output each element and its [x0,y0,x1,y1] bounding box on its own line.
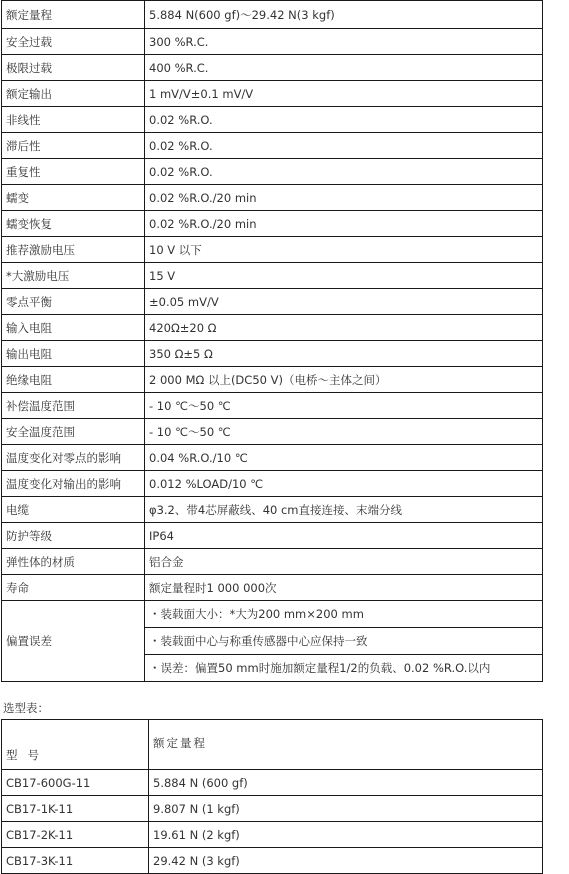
spec-label: 温度变化对零点的影响 [2,445,145,471]
offset-item: ・装载面中心与称重传感器中心应保持一致 [145,628,542,655]
spec-row [2,575,543,601]
spec-row [2,263,543,289]
range-header-label: 额定量程 [149,720,543,770]
spec-label: 寿命 [2,575,145,601]
spec-label: 蠕变 [2,185,145,211]
spec-row-offset [2,601,543,682]
spec-row [2,55,543,81]
spec-label: 补偿温度范围 [2,393,145,419]
spec-value: 0.02 %R.O. [145,159,543,185]
selection-title: 选型表： [3,701,49,715]
spec-row [2,81,543,107]
offset-item: ・误差：偏置50 mm时施加额定量程1/2的负载、0.02 %R.O.以内 [149,661,491,675]
spec-row [2,419,543,445]
spec-label: 输出电阻 [2,341,145,367]
spec-value: 350 Ω±5 Ω [145,341,543,367]
model-row [2,796,543,822]
spec-row [2,549,543,575]
model-range: 19.61 N (2 kgf) [149,822,543,848]
spec-label: 安全温度范围 [2,419,145,445]
spec-value: 15 V [145,263,543,289]
spec-value: 0.02 %R.O. [145,107,543,133]
spec-value: φ3.2、带4芯屏蔽线、40 cm直接连接、末端分线 [145,497,543,523]
spec-label: 弹性体的材质 [2,549,145,575]
model-header-label: 型号 [2,720,149,770]
spec-label: 额定量程 [2,1,145,29]
spec-row [2,367,543,393]
model-table [1,719,543,874]
spec-row [2,341,543,367]
spec-value: 额定量程时1 000 000次 [145,575,543,601]
spec-label: 绝缘电阻 [2,367,145,393]
model-row [2,848,543,874]
spec-value: 0.04 %R.O./10 ℃ [145,445,543,471]
model-range: 9.807 N (1 kgf) [149,796,543,822]
spec-value: 10 V 以下 [145,237,543,263]
spec-row [2,471,543,497]
spec-value: 铝合金 [145,549,543,575]
spec-table [1,0,543,682]
spec-row [2,133,543,159]
spec-row [2,1,543,29]
spec-label: 极限过载 [2,55,145,81]
spec-value: 300 %R.C. [145,29,543,55]
spec-label: 输入电阻 [2,315,145,341]
model-range: 29.42 N (3 kgf) [149,848,543,874]
spec-value: 0.02 %R.O./20 min [145,185,543,211]
spec-value: 420Ω±20 Ω [145,315,543,341]
model-name: CB17-2K-11 [2,822,149,848]
spec-value: - 10 ℃～50 ℃ [145,419,543,445]
spec-row [2,445,543,471]
model-name: CB17-3K-11 [2,848,149,874]
spec-value: 2 000 MΩ 以上(DC50 V)（电桥～主体之间） [145,367,543,393]
model-row [2,770,543,796]
spec-row [2,185,543,211]
offset-item: ・装载面大小：*大为200 mm×200 mm [145,601,542,628]
spec-row [2,211,543,237]
spec-label: 非线性 [2,107,145,133]
spec-row [2,237,543,263]
spec-label: 电缆 [2,497,145,523]
spec-label: 安全过载 [2,29,145,55]
spec-value: 0.012 %LOAD/10 ℃ [145,471,543,497]
spec-row [2,497,543,523]
spec-row [2,523,543,549]
spec-label: 蠕变恢复 [2,211,145,237]
spec-value: 0.02 %R.O. [145,133,543,159]
spec-value: 400 %R.C. [145,55,543,81]
spec-label: 重复性 [2,159,145,185]
model-range: 5.884 N (600 gf) [149,770,543,796]
spec-row [2,393,543,419]
spec-value: 1 mV/V±0.1 mV/V [145,81,543,107]
spec-label: 温度变化对输出的影响 [2,471,145,497]
spec-value: 5.884 N(600 gf)～29.42 N(3 kgf) [145,1,543,29]
model-name: CB17-1K-11 [2,796,149,822]
spec-value: - 10 ℃～50 ℃ [145,393,543,419]
spec-value: IP64 [145,523,543,549]
spec-row [2,107,543,133]
spec-value: 0.02 %R.O./20 min [145,211,543,237]
model-header-row [2,720,543,770]
spec-label: 零点平衡 [2,289,145,315]
spec-row [2,315,543,341]
model-name: CB17-600G-11 [2,770,149,796]
spec-label: 防护等级 [2,523,145,549]
offset-label: 偏置误差 [2,601,145,682]
spec-value: ±0.05 mV/V [145,289,543,315]
spec-row [2,159,543,185]
spec-label: 推荐激励电压 [2,237,145,263]
spec-row [2,289,543,315]
spec-label: 滞后性 [2,133,145,159]
spec-label: 额定输出 [2,81,145,107]
spec-label: *大激励电压 [2,263,145,289]
spec-row [2,29,543,55]
offset-value [145,601,543,682]
model-row [2,822,543,848]
